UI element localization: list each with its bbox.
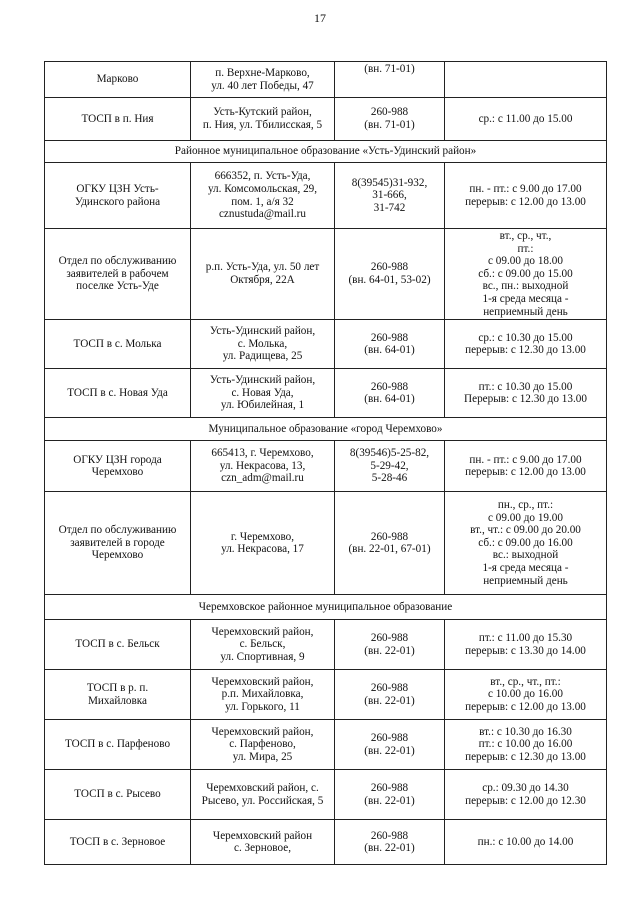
office-name: ОГКУ ЦЗН Усть- Удинского района — [45, 163, 191, 229]
office-address: Черемховский район, р.п. Михайловка, ул. Горького, 11 — [191, 670, 335, 720]
table-row — [45, 369, 607, 418]
office-schedule: вт.: с 10.30 до 16.30 пт.: с 10.00 до 16.00 перерыв: с 12.30 до 13.00 — [445, 720, 607, 770]
office-name: ТОСП в с. Парфеново — [45, 720, 191, 770]
office-address: п. Верхне-Марково, ул. 40 лет Победы, 47 — [191, 62, 335, 98]
office-phone: 260-988 (вн. 22-01) — [335, 770, 445, 820]
table-row — [45, 98, 607, 141]
office-address: Усть-Кутский район, п. Ния, ул. Тбилисская, 5 — [191, 98, 335, 141]
office-schedule: пт.: с 10.30 до 15.00 Перерыв: с 12.30 до 13.00 — [445, 369, 607, 418]
office-phone: 260-988 (вн. 22-01) — [335, 620, 445, 670]
office-schedule: ср.: с 11.00 до 15.00 — [445, 98, 607, 141]
table-row — [45, 820, 607, 865]
table-row — [45, 620, 607, 670]
office-name: ТОСП в с. Молька — [45, 320, 191, 369]
office-schedule: пн.: с 10.00 до 14.00 — [445, 820, 607, 865]
offices-table — [44, 61, 607, 865]
table-row — [45, 441, 607, 492]
office-name: ТОСП в р. п. Михайловка — [45, 670, 191, 720]
section-row — [45, 418, 607, 441]
office-name: ТОСП в с. Рысево — [45, 770, 191, 820]
office-phone: 260-988 (вн. 22-01) — [335, 720, 445, 770]
section-row — [45, 595, 607, 620]
office-address: р.п. Усть-Уда, ул. 50 лет Октября, 22А — [191, 229, 335, 320]
office-address: 665413, г. Черемхово, ул. Некрасова, 13, czn_adm@mail.ru — [191, 441, 335, 492]
office-schedule: вт., ср., чт., пт.: с 10.00 до 16.00 перерыв: с 12.00 до 13.00 — [445, 670, 607, 720]
office-phone: (вн. 71-01) — [335, 62, 445, 98]
office-name: Отдел по обслуживанию заявителей в городе Черемхово — [45, 492, 191, 595]
table-row — [45, 670, 607, 720]
office-phone: 260-988 (вн. 64-01) — [335, 369, 445, 418]
office-schedule: пт.: с 11.00 до 15.30 перерыв: с 13.30 до 14.00 — [445, 620, 607, 670]
office-phone: 8(39546)5-25-82, 5-29-42, 5-28-46 — [335, 441, 445, 492]
office-name: Отдел по обслуживанию заявителей в рабочем поселке Усть-Уде — [45, 229, 191, 320]
section-title: Черемховское районное муниципальное образование — [45, 595, 607, 620]
office-schedule: пн., ср., пт.: с 09.00 до 19.00 вт., чт.: с 09.00 до 20.00 сб.: с 09.00 до 16.00 вс.: выходной 1-я среда месяца - неприемный день — [445, 492, 607, 595]
office-phone: 260-988 (вн. 22-01) — [335, 820, 445, 865]
office-address: Черемховский район с. Зерновое, — [191, 820, 335, 865]
office-name: ОГКУ ЦЗН города Черемхово — [45, 441, 191, 492]
office-address: 666352, п. Усть-Уда, ул. Комсомольская, 29, пом. 1, а/я 32 cznustuda@mail.ru — [191, 163, 335, 229]
table-row — [45, 492, 607, 595]
office-name: ТОСП в с. Зерновое — [45, 820, 191, 865]
office-address: Черемховский район, с. Парфеново, ул. Мира, 25 — [191, 720, 335, 770]
office-address: Черемховский район, с. Бельск, ул. Спортивная, 9 — [191, 620, 335, 670]
office-schedule: пн. - пт.: с 9.00 до 17.00 перерыв: с 12.00 до 13.00 — [445, 163, 607, 229]
page-number: 17 — [314, 11, 326, 25]
office-phone: 260-988 (вн. 64-01) — [335, 320, 445, 369]
office-name: ТОСП в с. Бельск — [45, 620, 191, 670]
office-address: Черемховский район, с. Рысево, ул. Российская, 5 — [191, 770, 335, 820]
office-name: Марково — [45, 62, 191, 98]
table-row — [45, 720, 607, 770]
office-schedule: вт., ср., чт., пт.: с 09.00 до 18.00 сб.: с 09.00 до 15.00 вс., пн.: выходной 1-я среда месяца - неприемный день — [445, 229, 607, 320]
office-schedule: ср.: с 10.30 до 15.00 перерыв: с 12.30 до 13.00 — [445, 320, 607, 369]
office-phone: 260-988 (вн. 64-01, 53-02) — [335, 229, 445, 320]
office-address: Усть-Удинский район, с. Новая Уда, ул. Юбилейная, 1 — [191, 369, 335, 418]
office-name: ТОСП в п. Ния — [45, 98, 191, 141]
table-row — [45, 163, 607, 229]
office-phone: 260-988 (вн. 71-01) — [335, 98, 445, 141]
office-schedule — [445, 62, 607, 98]
office-phone: 260-988 (вн. 22-01, 67-01) — [335, 492, 445, 595]
office-phone: 260-988 (вн. 22-01) — [335, 670, 445, 720]
office-address: г. Черемхово, ул. Некрасова, 17 — [191, 492, 335, 595]
section-title: Муниципальное образование «город Черемхово» — [45, 418, 607, 441]
section-title: Районное муниципальное образование «Усть-Удинский район» — [45, 141, 607, 163]
table-row — [45, 62, 607, 98]
office-phone: 8(39545)31-932, 31-666, 31-742 — [335, 163, 445, 229]
office-address: Усть-Удинский район, с. Молька, ул. Радищева, 25 — [191, 320, 335, 369]
office-schedule: ср.: 09.30 до 14.30 перерыв: с 12.00 до 12.30 — [445, 770, 607, 820]
table-row — [45, 320, 607, 369]
office-name: ТОСП в с. Новая Уда — [45, 369, 191, 418]
section-row — [45, 141, 607, 163]
table-row — [45, 229, 607, 320]
office-schedule: пн. - пт.: с 9.00 до 17.00 перерыв: с 12.00 до 13.00 — [445, 441, 607, 492]
table-row — [45, 770, 607, 820]
